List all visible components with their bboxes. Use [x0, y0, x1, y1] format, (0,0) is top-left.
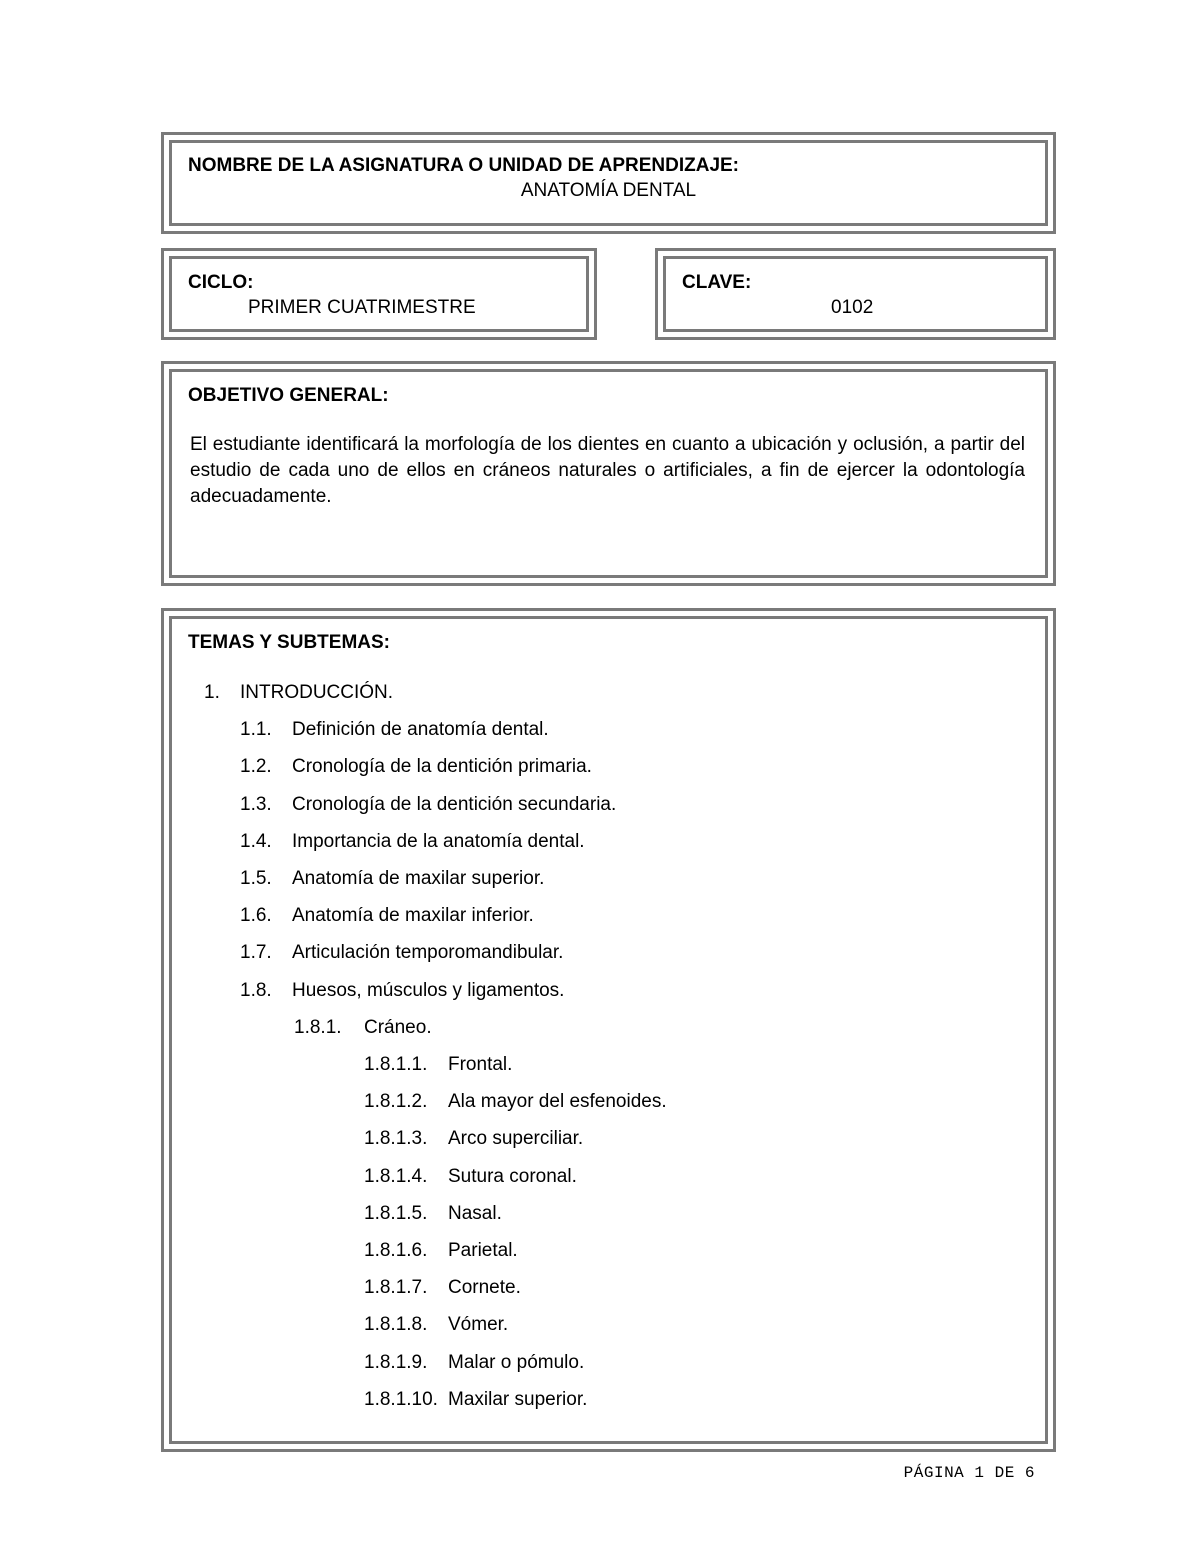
page-number: PÁGINA 1 DE 6: [903, 1464, 1035, 1482]
topic-number: 1.8.1.1.: [364, 1054, 428, 1075]
topic-text: Definición de anatomía dental.: [292, 719, 549, 741]
topic-number: 1.4.: [240, 830, 272, 852]
subject-name-value: ANATOMÍA DENTAL: [520, 180, 697, 201]
cycle-box-inner-border: [169, 256, 589, 332]
topics-label: TEMAS Y SUBTEMAS:: [188, 632, 390, 653]
cycle-box: [161, 248, 597, 340]
topic-text: Cráneo.: [364, 1016, 432, 1038]
topic-number: 1.7.: [240, 942, 272, 964]
topic-text: Huesos, músculos y ligamentos.: [292, 979, 565, 1001]
topic-number: 1.8.1.3.: [364, 1128, 428, 1150]
subject-name-box: [161, 132, 1056, 234]
cycle-value: PRIMER CUATRIMESTRE: [248, 297, 476, 318]
topic-number: 1.8.1.7.: [364, 1277, 428, 1299]
objective-label: OBJETIVO GENERAL:: [188, 385, 389, 406]
topic-number: 1.3.: [240, 793, 272, 815]
topic-text: Vómer.: [448, 1314, 509, 1336]
topic-number: 1.: [204, 682, 220, 703]
cycle-label: CICLO:: [188, 272, 254, 293]
topic-text: Parietal.: [448, 1240, 518, 1261]
topic-text: Anatomía de maxilar superior.: [292, 868, 545, 889]
topic-text: INTRODUCCIÓN.: [240, 682, 394, 703]
subject-name-label: NOMBRE DE LA ASIGNATURA O UNIDAD DE APRENDIZAJE:: [188, 155, 740, 176]
topic-text: Malar o pómulo.: [448, 1351, 585, 1373]
topic-number: 1.8.1.6.: [364, 1240, 428, 1261]
topic-number: 1.8.1.4.: [364, 1165, 428, 1187]
key-box: [655, 248, 1056, 340]
topic-text: Articulación temporomandibular.: [292, 942, 564, 964]
topic-text: Anatomía de maxilar inferior.: [292, 905, 534, 927]
topic-number: 1.8.1.9.: [364, 1351, 428, 1373]
objective-box: [161, 361, 1056, 586]
topics-box: [161, 608, 1056, 1452]
topic-text: Cornete.: [448, 1277, 521, 1299]
topic-number: 1.8.1.2.: [364, 1091, 428, 1113]
topic-number: 1.8.1.10.: [364, 1388, 438, 1410]
key-label: CLAVE:: [682, 272, 752, 293]
topic-number: 1.5.: [240, 868, 272, 889]
topic-number: 1.1.: [240, 719, 272, 741]
topic-text: Frontal.: [448, 1054, 513, 1075]
topic-number: 1.8.1.8.: [364, 1314, 428, 1336]
topic-number: 1.8.: [240, 979, 272, 1001]
topic-text: Ala mayor del esfenoides.: [448, 1091, 667, 1113]
topic-text: Importancia de la anatomía dental.: [292, 830, 585, 852]
topic-number: 1.6.: [240, 905, 272, 927]
topic-text: Sutura coronal.: [448, 1165, 577, 1187]
topic-number: 1.8.1.5.: [364, 1202, 428, 1224]
objective-text: El estudiante identificará la morfología de los dientes en cuanto a ubicación y oclusión, a partir del estudio de cada uno de ellos en cráneos naturales o artificiales, a fin de ejercer la odontología adecuadamente.: [190, 434, 1025, 507]
topic-text: Cronología de la dentición primaria.: [292, 756, 592, 778]
topic-text: Cronología de la dentición secundaria.: [292, 793, 617, 815]
key-box-inner-border: [663, 256, 1048, 332]
topic-text: Nasal.: [448, 1202, 502, 1224]
topic-text: Maxilar superior.: [448, 1388, 588, 1410]
key-value: 0102: [831, 297, 874, 318]
topic-number: 1.8.1.: [294, 1016, 342, 1038]
topic-number: 1.2.: [240, 756, 272, 778]
topic-text: Arco superciliar.: [448, 1128, 584, 1150]
